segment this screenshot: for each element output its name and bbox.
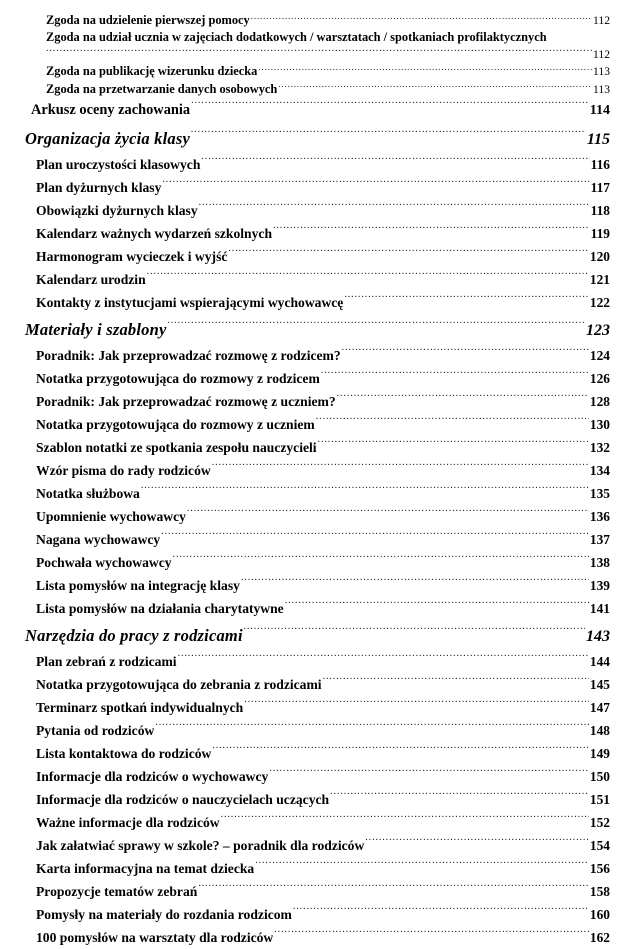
- toc-entry-title: Poradnik: Jak przeprowadzać rozmowę z rodzicem?: [36, 347, 341, 363]
- toc-entry-page-number: 162: [589, 929, 610, 945]
- dot-leader: [212, 744, 589, 758]
- toc-entry[interactable]: [0, 834, 637, 857]
- toc-entry-page-number: 113: [593, 82, 610, 96]
- dot-leader: [337, 392, 589, 406]
- toc-entry-page-number: 148: [589, 722, 610, 738]
- toc-entry-page-number: 154: [589, 837, 610, 853]
- dot-leader: [342, 346, 589, 360]
- toc-entry-page-number: 122: [589, 294, 610, 310]
- toc-entry-page-number: 117: [590, 179, 610, 195]
- toc-entry[interactable]: [0, 597, 637, 620]
- toc-entry-title: Pochwała wychowawcy: [36, 554, 172, 570]
- toc-entry[interactable]: [0, 857, 637, 880]
- toc-entry-title: Terminarz spotkań indywidualnych: [36, 699, 244, 715]
- toc-entry-page-number: 124: [589, 347, 610, 363]
- toc-entry-page-number: 126: [589, 370, 610, 386]
- toc-entry-title: Propozycje tematów zebrań: [36, 883, 198, 899]
- dot-leader: [141, 484, 589, 498]
- toc-entry-page-number: 158: [589, 883, 610, 899]
- toc-entry-title: Pytania od rodziców: [36, 722, 155, 738]
- dot-leader: [344, 293, 589, 307]
- toc-entry-title: Jak załatwiać sprawy w szkole? – poradnik dla rodziców: [36, 837, 365, 853]
- toc-entry-page-number: 141: [589, 600, 610, 616]
- toc-entry[interactable]: [0, 80, 637, 97]
- toc-entry[interactable]: [0, 650, 637, 673]
- dot-leader: [258, 63, 592, 75]
- toc-entry[interactable]: [0, 528, 637, 551]
- dot-leader: [330, 790, 589, 804]
- toc-entry-title: Informacje dla rodziców o wychowawcy: [36, 768, 269, 784]
- toc-entry-page-number: 156: [589, 860, 610, 876]
- toc-section-page-number: 123: [586, 321, 610, 339]
- dot-leader: [274, 928, 589, 942]
- toc-entry-page-number: 116: [590, 156, 610, 172]
- toc-entry-title: Kalendarz ważnych wydarzeń szkolnych: [36, 225, 272, 241]
- dot-leader: [318, 438, 589, 452]
- toc-section-title: Organizacja życia klasy: [25, 128, 191, 148]
- toc-entry-title: Poradnik: Jak przeprowadzać rozmowę z uczniem?: [36, 393, 336, 409]
- toc-entry-page-number: 134: [589, 462, 610, 478]
- toc-entry-leader-line: [46, 45, 610, 62]
- toc-entry-title: Obowiązki dyżurnych klasy: [36, 202, 198, 218]
- toc-entry-title: Informacje dla rodziców o nauczycielach uczących: [36, 791, 330, 807]
- toc-entry-title: Kalendarz urodzin: [36, 271, 146, 287]
- toc-entry[interactable]: [0, 719, 637, 742]
- toc-entry-title: Harmonogram wycieczek i wyjść: [36, 248, 228, 264]
- toc-entry[interactable]: [0, 390, 637, 413]
- toc-entry[interactable]: [0, 811, 637, 834]
- dot-leader: [161, 530, 589, 544]
- toc-entry[interactable]: [0, 153, 637, 176]
- toc-entry-title: Zgoda na publikację wizerunku dziecka: [46, 64, 258, 79]
- toc-entry[interactable]: [0, 696, 637, 719]
- toc-entry-title: Notatka przygotowująca do rozmowy z uczniem: [36, 416, 315, 432]
- toc-section-heading[interactable]: [0, 317, 637, 344]
- toc-entry-page-number: 121: [589, 271, 610, 287]
- toc-entry-page-number: 135: [589, 485, 610, 501]
- toc-entry-title: Pomysły na materiały do rozdania rodzicom: [36, 906, 292, 922]
- toc-entry[interactable]: [0, 551, 637, 574]
- dot-leader: [278, 80, 592, 92]
- toc-entry[interactable]: [0, 673, 637, 696]
- toc-entry-title: Nagana wychowawcy: [36, 531, 161, 547]
- dot-leader: [187, 507, 589, 521]
- dot-leader: [162, 178, 589, 192]
- toc-entry-title: 100 pomysłów na warsztaty dla rodziców: [36, 929, 274, 945]
- toc-entry-title: Plan dyżurnych klasy: [36, 179, 162, 195]
- toc-entry[interactable]: [0, 903, 637, 926]
- dot-leader: [198, 882, 589, 896]
- toc-entry-title: Arkusz oceny zachowania: [31, 101, 191, 118]
- dot-leader: [321, 369, 589, 383]
- toc-entry[interactable]: [0, 482, 637, 505]
- toc-entry-page-number: 144: [589, 653, 610, 669]
- toc-entry-title: Plan zebrań z rodzicami: [36, 653, 177, 669]
- dot-leader: [285, 599, 589, 613]
- dot-leader: [168, 318, 585, 335]
- dot-leader: [316, 415, 589, 429]
- toc-section-page-number: 115: [586, 130, 610, 148]
- toc-entry[interactable]: [0, 12, 637, 29]
- toc-entry-title: Notatka przygotowująca do rozmowy z rodzicem: [36, 370, 320, 386]
- dot-leader: [273, 224, 590, 238]
- toc-entry[interactable]: [0, 63, 637, 80]
- dot-leader: [255, 859, 589, 873]
- toc-entry-page-number: 150: [589, 768, 610, 784]
- dot-leader: [244, 624, 585, 641]
- toc-entry-page-number: 120: [589, 248, 610, 264]
- toc-entry-page-number: 160: [589, 906, 610, 922]
- dot-leader: [251, 12, 592, 24]
- toc-entry-page-number: 113: [593, 65, 610, 79]
- toc-entry[interactable]: [0, 926, 637, 949]
- toc-entry[interactable]: [0, 742, 637, 765]
- toc-entry[interactable]: [0, 199, 637, 222]
- dot-leader: [228, 247, 589, 261]
- toc-entry[interactable]: [0, 413, 637, 436]
- toc-entry-page-number: 151: [589, 791, 610, 807]
- dot-leader: [201, 155, 589, 169]
- toc-entry[interactable]: [0, 268, 637, 291]
- toc-entry[interactable]: [0, 344, 637, 367]
- toc-entry-page-number: 119: [590, 225, 610, 241]
- dot-leader: [241, 576, 589, 590]
- toc-entry-page-number: 138: [589, 554, 610, 570]
- toc-entry[interactable]: [0, 222, 637, 245]
- dot-leader: [323, 675, 589, 689]
- toc-entry-list: [0, 12, 637, 949]
- dot-leader: [199, 201, 590, 215]
- toc-entry-page-number: 118: [590, 202, 610, 218]
- toc-entry-title: Lista pomysłów na integrację klasy: [36, 577, 240, 593]
- toc-entry-page-number: 112: [593, 14, 610, 28]
- toc-section-title: Narzędzia do pracy z rodzicami: [25, 625, 243, 645]
- toc-entry-page-number: 128: [589, 393, 610, 409]
- toc-section-page-number: 143: [586, 627, 610, 645]
- dot-leader: [155, 721, 589, 735]
- toc-entry-title: Zgoda na przetwarzanie danych osobowych: [46, 81, 278, 96]
- toc-entry-title: Zgoda na udzielenie pierwszej pomocy: [46, 13, 250, 28]
- toc-entry-page-number: 132: [589, 439, 610, 455]
- toc-entry-page-number: 139: [589, 577, 610, 593]
- toc-section-heading[interactable]: [0, 126, 637, 153]
- dot-leader: [221, 813, 589, 827]
- toc-entry-page-number: 137: [589, 531, 610, 547]
- toc-entry-title: Upomnienie wychowawcy: [36, 508, 186, 524]
- toc-entry-title: Ważne informacje dla rodziców: [36, 814, 220, 830]
- dot-leader: [46, 45, 592, 57]
- toc-entry-title: Lista pomysłów na działania charytatywne: [36, 600, 284, 616]
- toc-entry[interactable]: [0, 291, 637, 314]
- toc-entry-page-number: 149: [589, 745, 610, 761]
- toc-entry-title: Plan uroczystości klasowych: [36, 156, 201, 172]
- toc-entry[interactable]: [0, 788, 637, 811]
- toc-entry-title: Zgoda na udział ucznia w zajęciach dodatkowych / warsztatach / spotkaniach profilaktycznych: [46, 30, 547, 45]
- toc-entry-page-number: 152: [589, 814, 610, 830]
- top-spacer: [0, 0, 637, 12]
- toc-entry-page-number: 147: [589, 699, 610, 715]
- dot-leader: [365, 836, 589, 850]
- dot-leader: [173, 553, 589, 567]
- toc-entry[interactable]: [0, 245, 637, 268]
- toc-section-title: Materiały i szablony: [25, 319, 167, 339]
- toc-entry-title: Wzór pisma do rady rodziców: [36, 462, 211, 478]
- toc-entry[interactable]: [0, 574, 637, 597]
- toc-entry-title: Szablon notatki ze spotkania zespołu nauczycieli: [36, 439, 317, 455]
- toc-entry-title: Karta informacyjna na temat dziecka: [36, 860, 255, 876]
- dot-leader: [244, 698, 589, 712]
- toc-entry[interactable]: [0, 765, 637, 788]
- toc-entry[interactable]: [0, 880, 637, 903]
- toc-entry[interactable]: [0, 98, 637, 123]
- dot-leader: [147, 270, 589, 284]
- toc-entry-page-number: 136: [589, 508, 610, 524]
- toc-entry-title: Kontakty z instytucjami wspierającymi wychowawcę: [36, 294, 344, 310]
- toc-entry-page-number: 145: [589, 676, 610, 692]
- toc-section-heading[interactable]: [0, 623, 637, 650]
- toc-entry-page-number: 114: [589, 102, 610, 118]
- toc-entry[interactable]: [0, 436, 637, 459]
- toc-entry[interactable]: [0, 29, 637, 62]
- toc-entry-page-number: 130: [589, 416, 610, 432]
- dot-leader: [269, 767, 589, 781]
- dot-leader: [191, 99, 589, 113]
- dot-leader: [212, 461, 589, 475]
- toc-entry[interactable]: [0, 505, 637, 528]
- toc-entry-page-number: 112: [593, 47, 610, 61]
- toc-entry-title: Lista kontaktowa do rodziców: [36, 745, 212, 761]
- dot-leader: [293, 905, 589, 919]
- toc-entry[interactable]: [0, 459, 637, 482]
- dot-leader: [178, 652, 589, 666]
- dot-leader: [191, 127, 586, 144]
- toc-entry-title: Notatka służbowa: [36, 485, 140, 501]
- toc-entry-title: Notatka przygotowująca do zebrania z rodzicami: [36, 676, 322, 692]
- toc-entry[interactable]: [0, 367, 637, 390]
- toc-entry[interactable]: [0, 176, 637, 199]
